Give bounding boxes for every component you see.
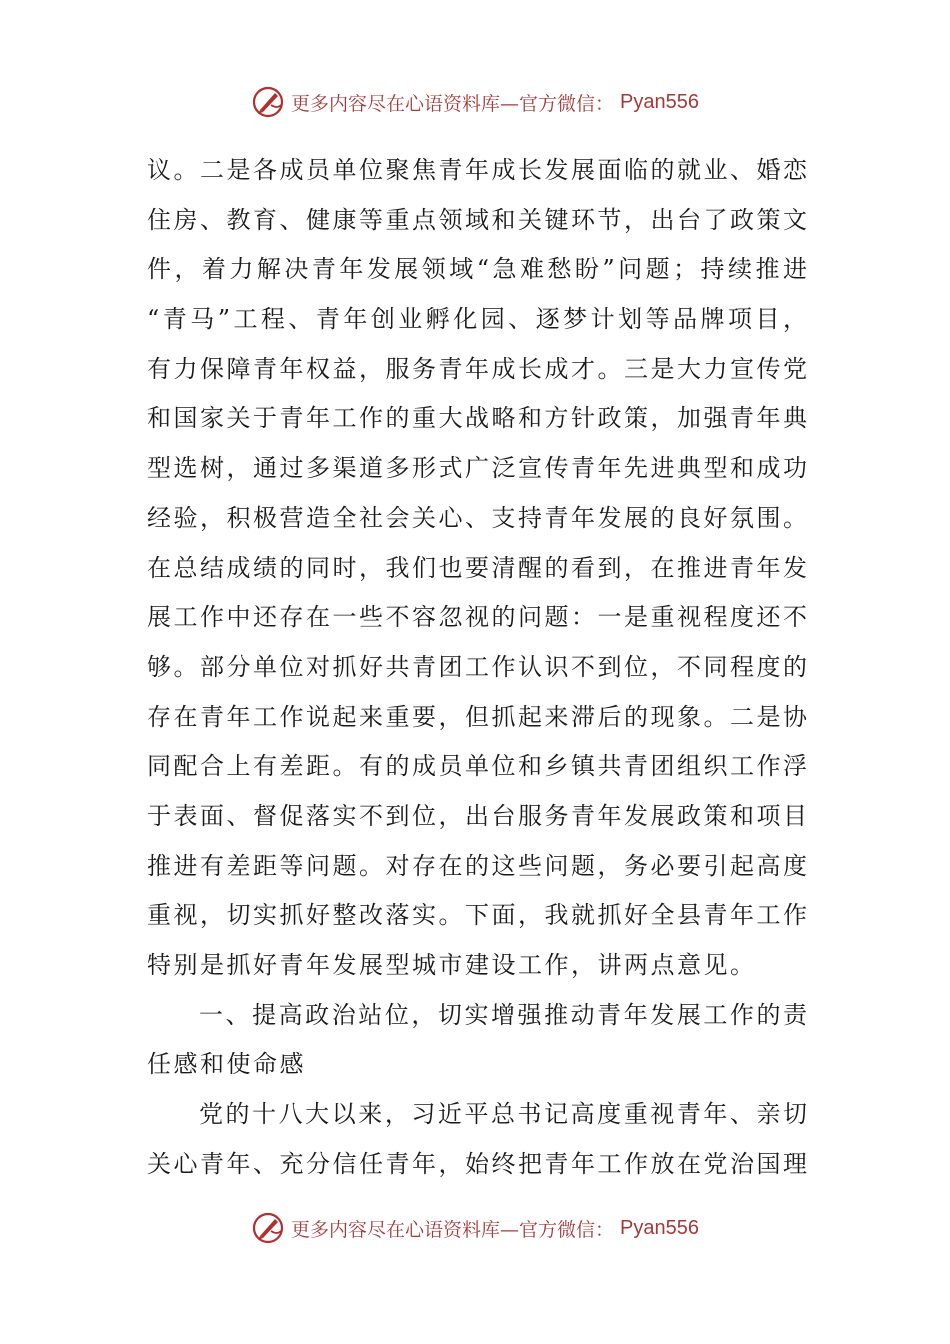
text-line: 推进有差距等问题。对存在的这些问题，务必要引起高度 — [147, 851, 807, 880]
text-line: 件，着力解决青年发展领域“急难愁盼”问题；持续推进 — [147, 255, 807, 284]
text-line: 同配合上有差距。有的成员单位和乡镇共青团组织工作浮 — [147, 752, 807, 781]
text-line: 展工作中还存在一些不容忽视的问题：一是重视程度还不 — [147, 603, 807, 632]
text-line: 在总结成绩的同时，我们也要清醒的看到，在推进青年发 — [147, 553, 807, 582]
footer-watermark — [0, 1206, 950, 1250]
header-watermark-id: Pyan556 — [620, 90, 699, 113]
text-line: 有力保障青年权益，服务青年成长成才。三是大力宣传党 — [147, 354, 807, 383]
text-line: 关心青年、充分信任青年，始终把青年工作放在党治国理 — [147, 1149, 807, 1178]
text-line: 特别是抓好青年发展型城市建设工作，讲两点意见。 — [147, 951, 757, 979]
text-line: “青马”工程、青年创业孵化园、逐梦计划等品牌项目， — [147, 305, 807, 334]
pen-logo-icon — [251, 1211, 285, 1245]
section-heading-line: 任感和使命感 — [147, 1050, 306, 1079]
header-watermark — [0, 80, 950, 124]
text-line: 议。二是各成员单位聚焦青年成长发展面临的就业、婚恋 — [147, 156, 807, 184]
document-body — [147, 146, 807, 1189]
text-line: 和国家关于青年工作的重大战略和方针政策，加强青年典 — [147, 404, 807, 433]
text-line: 党的十八大以来，习近平总书记高度重视青年、亲切 — [199, 1100, 807, 1129]
pen-logo-icon — [251, 85, 285, 119]
text-line: 存在青年工作说起来重要，但抓起来滞后的现象。二是协 — [147, 702, 807, 731]
text-line: 重视，切实抓好整改落实。下面，我就抓好全县青年工作 — [147, 901, 807, 930]
text-line: 够。部分单位对抓好共青团工作认识不到位，不同程度的 — [147, 652, 807, 681]
footer-watermark-text: 更多内容尽在心语资料库—官方微信： — [291, 1218, 615, 1241]
footer-watermark-id: Pyan556 — [620, 1216, 699, 1239]
text-line: 于表面、督促落实不到位，出台服务青年发展政策和项目 — [147, 801, 807, 830]
text-line: 经验，积极营造全社会关心、支持青年发展的良好氛围。 — [147, 503, 807, 532]
header-watermark-text: 更多内容尽在心语资料库—官方微信： — [291, 92, 615, 115]
section-heading-line: 一、提高政治站位，切实增强推动青年发展工作的责 — [199, 1000, 807, 1029]
text-line: 型选树，通过多渠道多形式广泛宣传青年先进典型和成功 — [147, 454, 807, 483]
text-line: 住房、教育、健康等重点领域和关键环节，出台了政策文 — [147, 205, 807, 234]
